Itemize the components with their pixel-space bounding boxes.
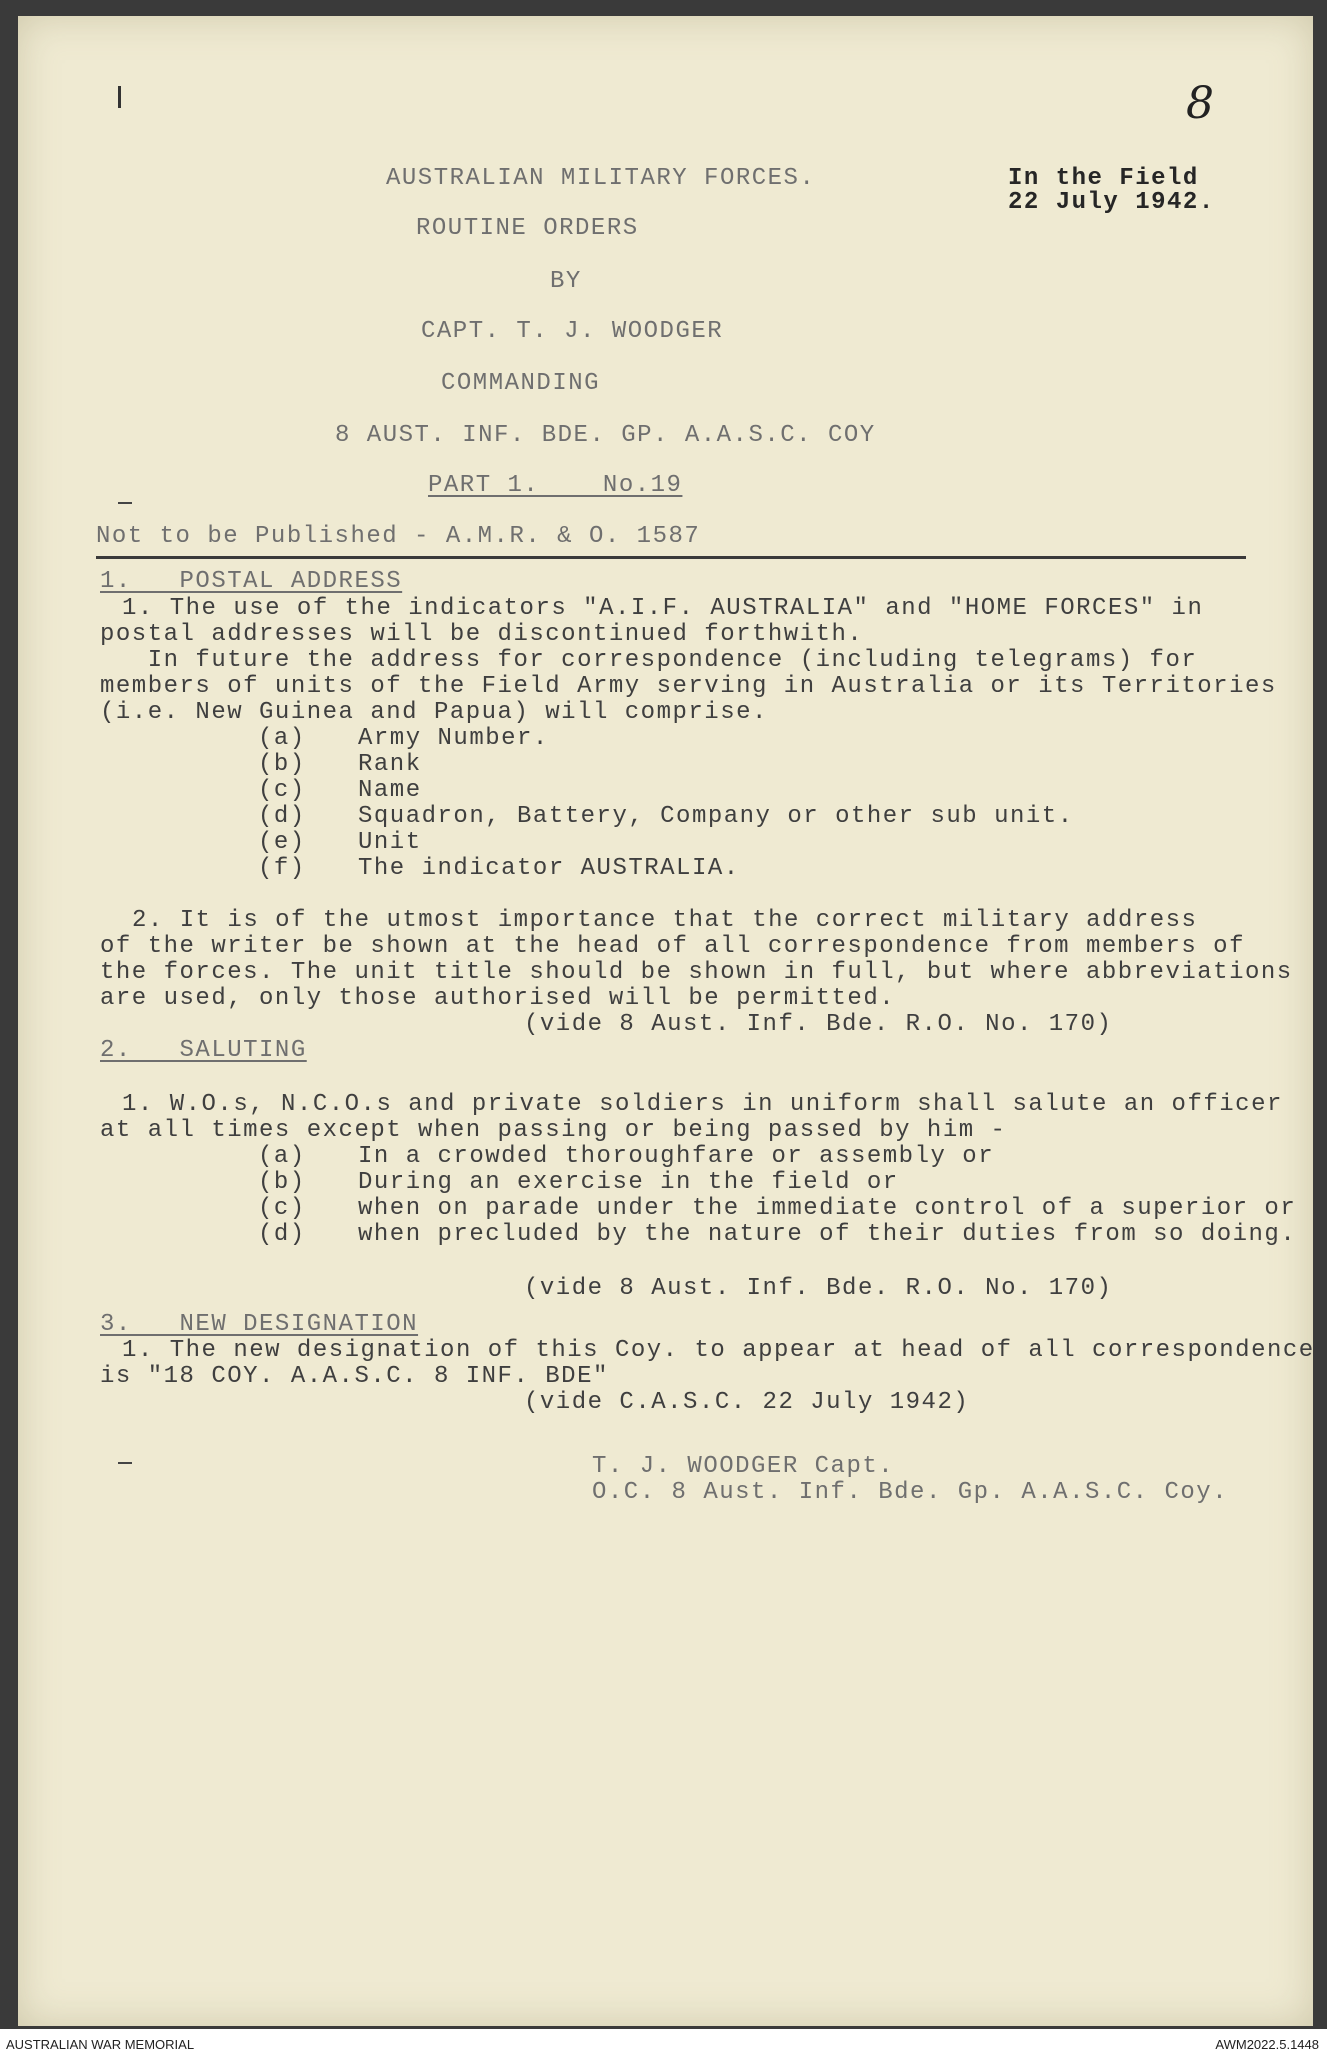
reference: (vide 8 Aust. Inf. Bde. R.O. No. 170) <box>524 1011 1113 1038</box>
list-item: During an exercise in the field or <box>358 1169 899 1196</box>
body-line: 1. W.O.s, N.C.O.s and private soldiers in uniform shall salute an officer <box>122 1091 1283 1118</box>
list-letter: (a) <box>258 725 306 752</box>
list-letter: (f) <box>258 855 306 882</box>
body-line: of the writer be shown at the head of all correspondence from members of <box>100 933 1245 960</box>
body-line: are used, only those authorised will be permitted. <box>100 985 896 1012</box>
footer-accession-number: AWM2022.5.1448 <box>1215 2037 1319 2052</box>
signature-title: O.C. 8 Aust. Inf. Bde. Gp. A.A.S.C. Coy. <box>592 1479 1229 1506</box>
handwritten-page-number: 8 <box>1186 78 1214 129</box>
body-line: is "18 COY. A.A.S.C. 8 INF. BDE" <box>100 1363 609 1390</box>
header-org: AUSTRALIAN MILITARY FORCES. <box>386 165 816 192</box>
header-orders: ROUTINE ORDERS <box>416 215 639 242</box>
list-letter: (d) <box>258 1221 306 1248</box>
header-officer: CAPT. T. J. WOODGER <box>421 318 724 345</box>
list-item: Name <box>358 777 422 804</box>
reference: (vide 8 Aust. Inf. Bde. R.O. No. 170) <box>524 1275 1113 1302</box>
body-line: (i.e. New Guinea and Papua) will comprise. <box>100 699 768 726</box>
reference: (vide C.A.S.C. 22 July 1942) <box>524 1389 970 1416</box>
list-item: Army Number. <box>358 725 549 752</box>
document-page <box>18 16 1313 2026</box>
header-by: BY <box>550 268 582 295</box>
list-letter: (c) <box>258 1195 306 1222</box>
signature-name: T. J. WOODGER Capt. <box>592 1453 895 1480</box>
list-item: The indicator AUSTRALIA. <box>358 855 740 882</box>
header-place: In the Field <box>1008 165 1199 192</box>
body-line: the forces. The unit title should be shown in full, but where abbreviations <box>100 959 1293 986</box>
margin-mark <box>118 1462 132 1464</box>
margin-mark <box>118 86 121 108</box>
margin-mark <box>118 502 132 504</box>
body-line: 1. The use of the indicators "A.I.F. AUSTRALIA" and "HOME FORCES" in <box>122 595 1204 622</box>
header-part: PART 1. No.19 <box>428 472 683 499</box>
body-line: 1. The new designation of this Coy. to appear at head of all correspondence <box>122 1337 1315 1364</box>
list-letter: (b) <box>258 751 306 778</box>
section-heading: 3. NEW DESIGNATION <box>100 1311 419 1338</box>
header-date: 22 July 1942. <box>1008 189 1215 216</box>
archive-footer <box>0 2029 1327 2061</box>
list-item: when precluded by the nature of their duties from so doing. <box>358 1221 1297 1248</box>
body-line: postal addresses will be discontinued forthwith. <box>100 621 864 648</box>
list-letter: (e) <box>258 829 306 856</box>
body-line: In future the address for correspondence (including telegrams) for <box>100 647 1198 674</box>
list-letter: (c) <box>258 777 306 804</box>
section-heading: 1. POSTAL ADDRESS <box>100 568 403 595</box>
body-line: members of units of the Field Army serving in Australia or its Territories <box>100 673 1277 700</box>
header-unit: 8 AUST. INF. BDE. GP. A.A.S.C. COY <box>335 422 876 449</box>
list-item: Squadron, Battery, Company or other sub unit. <box>358 803 1074 830</box>
body-line: at all times except when passing or being passed by him - <box>100 1117 1007 1144</box>
not-published-note: Not to be Published - A.M.R. & O. 1587 <box>96 523 701 550</box>
list-item: Unit <box>358 829 422 856</box>
list-letter: (d) <box>258 803 306 830</box>
list-letter: (b) <box>258 1169 306 1196</box>
section-heading: 2. SALUTING <box>100 1037 307 1064</box>
body-line: 2. It is of the utmost importance that the correct military address <box>132 907 1198 934</box>
list-item: when on parade under the immediate control of a superior or <box>358 1195 1297 1222</box>
header-commanding: COMMANDING <box>441 370 601 397</box>
list-item: Rank <box>358 751 422 778</box>
section-rule <box>96 556 1246 559</box>
footer-institution: AUSTRALIAN WAR MEMORIAL <box>6 2037 195 2052</box>
list-item: In a crowded thoroughfare or assembly or <box>358 1143 995 1170</box>
list-letter: (a) <box>258 1143 306 1170</box>
